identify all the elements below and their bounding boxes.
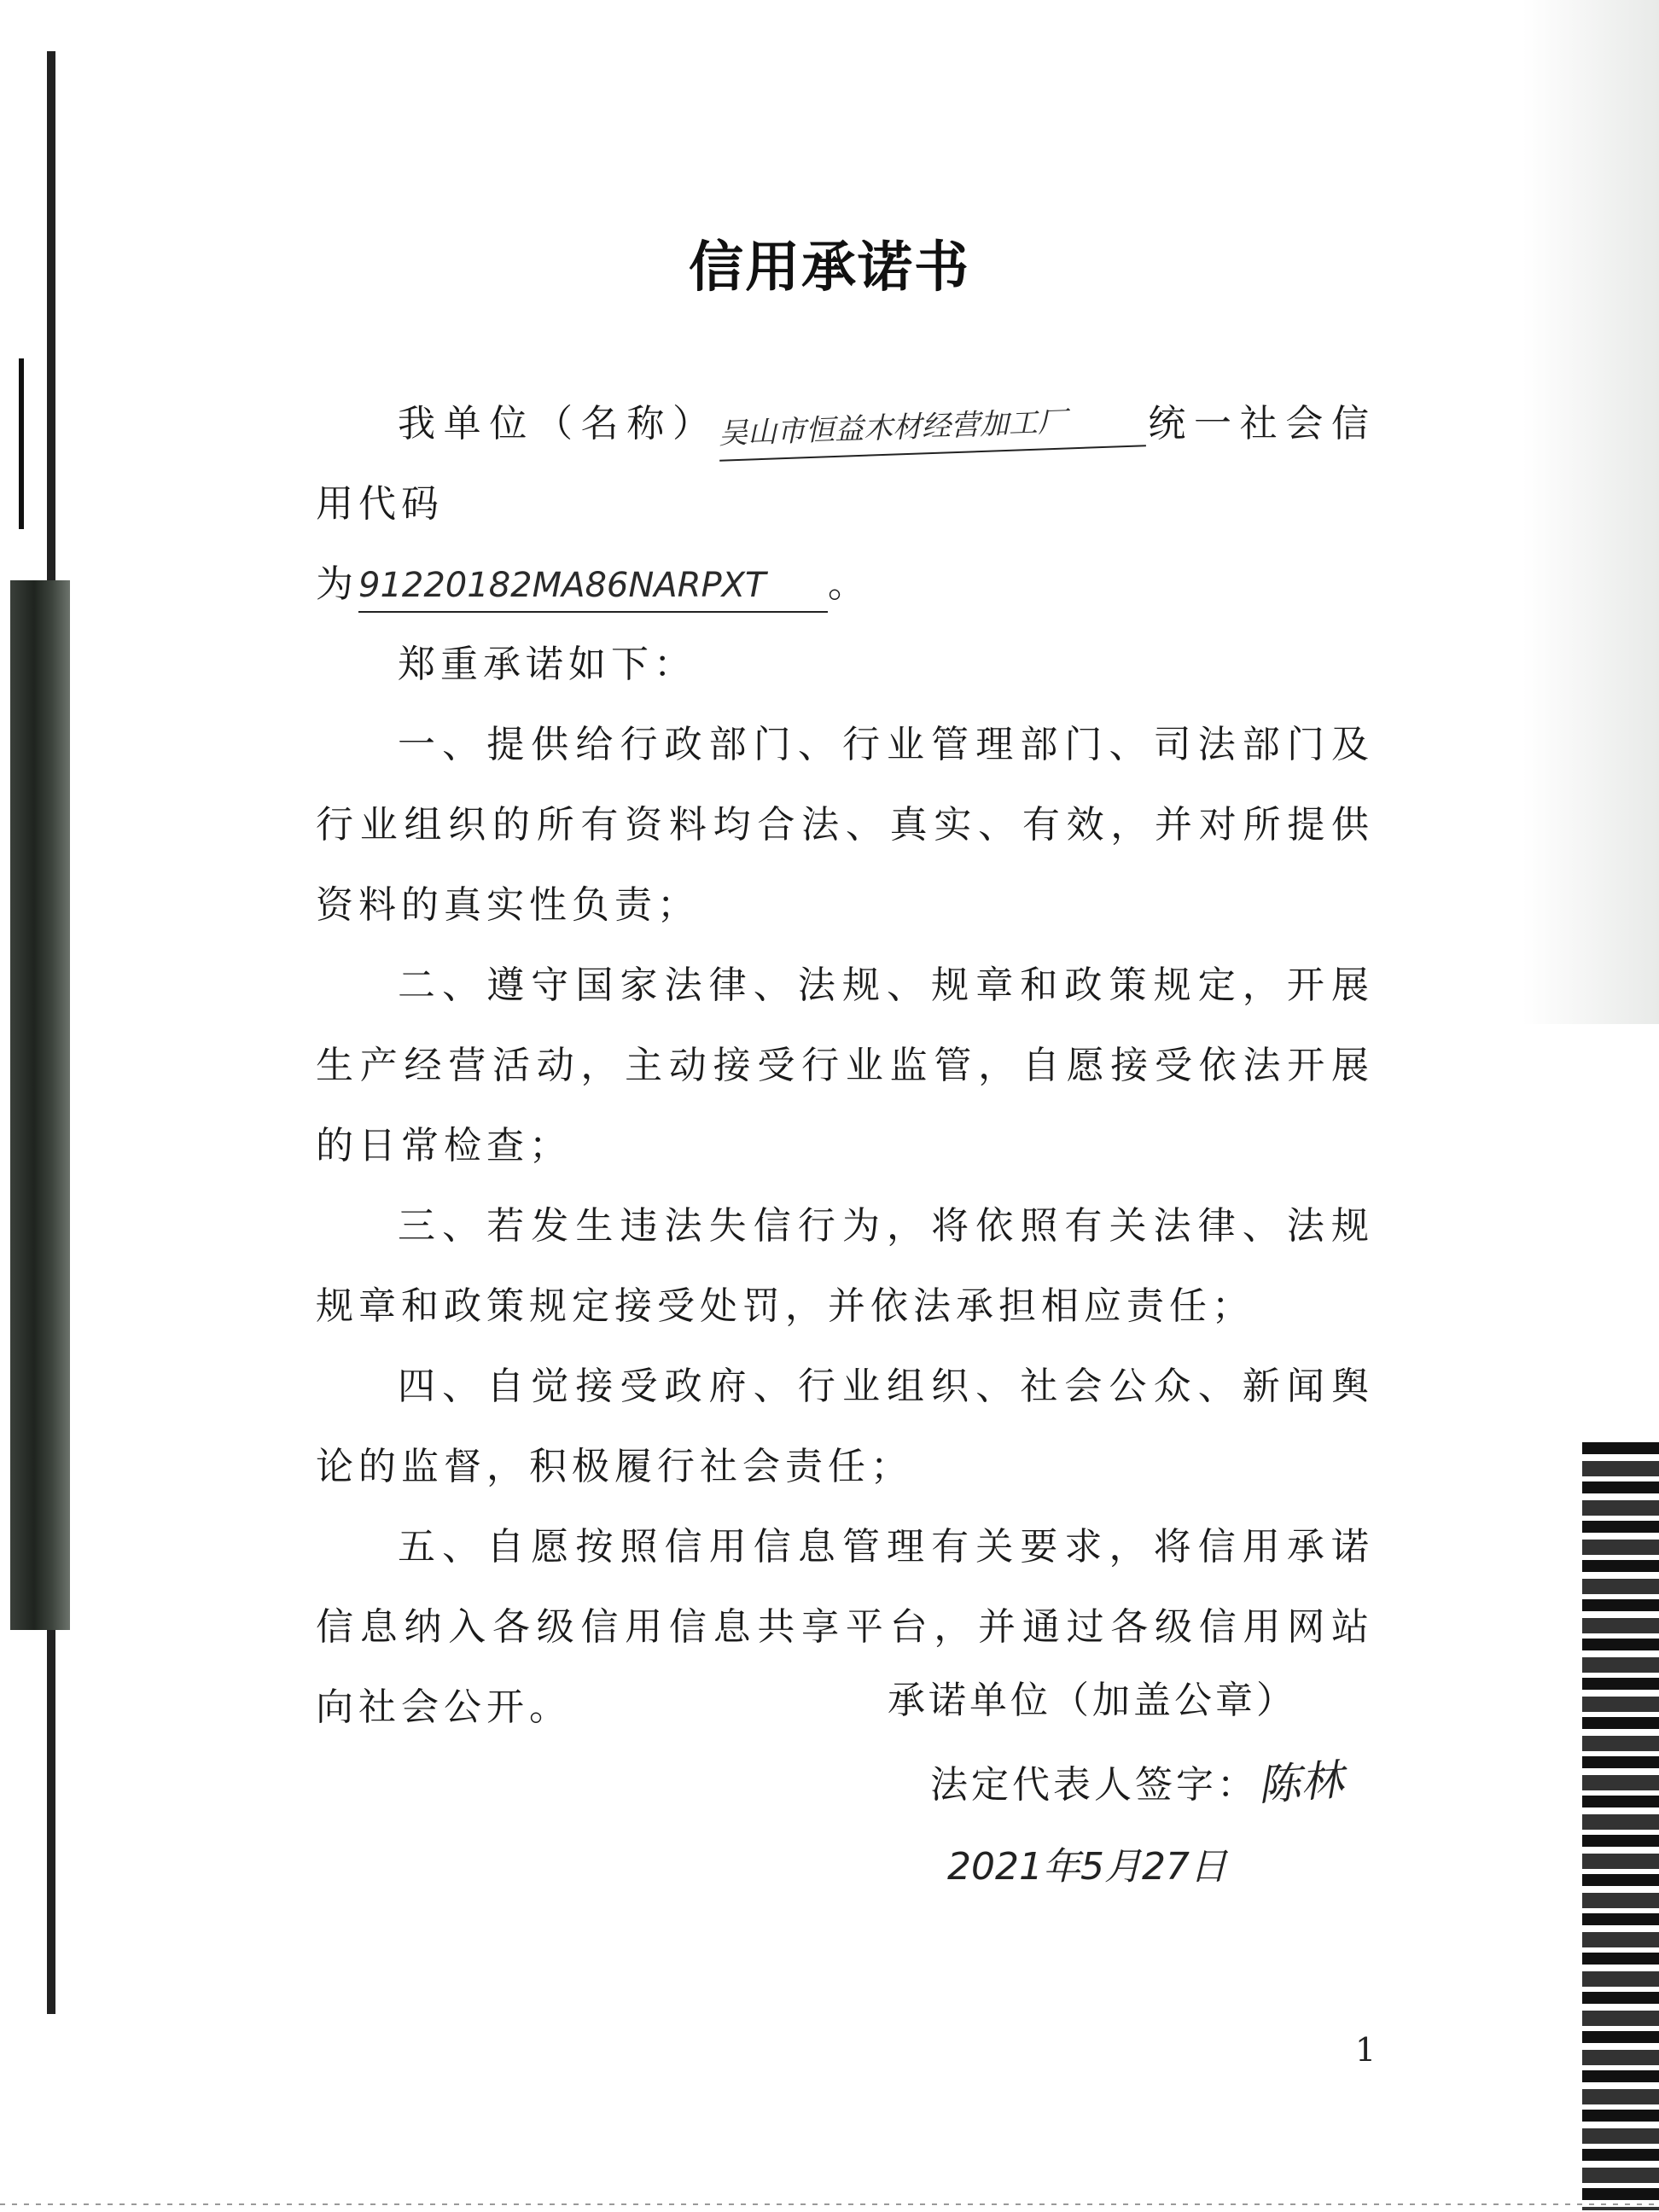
intro-prefix: 我单位（名称） [398,402,719,445]
promise-item-3: 三、若发生违法失信行为，将依照有关法律、法规规章和政策规定接受处罚，并依法承担相应责任； [316,1204,1374,1328]
scan-dark-strip [10,580,70,1630]
promise-item-5: 五、自愿按照信用信息管理有关要求，将信用承诺信息纳入各级信用信息共享平台，并通过各级信用网站向社会公开。 [316,1525,1374,1729]
scan-noise [1582,1442,1659,2210]
credit-code-field: 91220182MA86NARPXT [358,560,828,613]
rep-label: 法定代表人签字： [930,1763,1258,1807]
sign-date: 2021年5月27日 [947,1845,1227,1889]
promise-item-1: 一、提供给行政部门、行业管理部门、司法部门及行业组织的所有资料均合法、真实、有效，并对所提供资料的真实性负责； [316,723,1374,927]
promise-item-4: 四、自觉接受政府、行业组织、社会公众、新闻舆论的监督，积极履行社会责任； [316,1365,1374,1488]
code-suffix: 。 [828,562,870,606]
rep-signature-line [888,1742,1365,1826]
scan-edge-mark [19,358,24,529]
intro-paragraph [316,384,1374,544]
scan-shadow [1522,0,1659,1024]
intro-middle: 统一社会信用代码 [316,402,1375,526]
unit-seal-label: 承诺单位（加盖公章） [888,1679,1297,1722]
code-prefix: 为 [316,562,358,606]
page-number: 1 [1355,2031,1377,2069]
promise-item-2: 二、遵守国家法律、法规、规章和政策规定，开展生产经营活动，主动接受行业监管，自愿接受依法开展的日常检查； [316,963,1374,1167]
code-paragraph [316,544,1374,625]
promise-header: 郑重承诺如下： [398,643,696,686]
unit-name-field: 吴山市恒益木材经营加工厂 [718,393,1146,461]
signature-block [888,1660,1365,1908]
document-title: 信用承诺书 [689,236,970,300]
rep-signature: 陈林 [1256,1755,1345,1811]
scan-bottom-edge [0,2203,1659,2205]
document-body [316,384,1374,1748]
